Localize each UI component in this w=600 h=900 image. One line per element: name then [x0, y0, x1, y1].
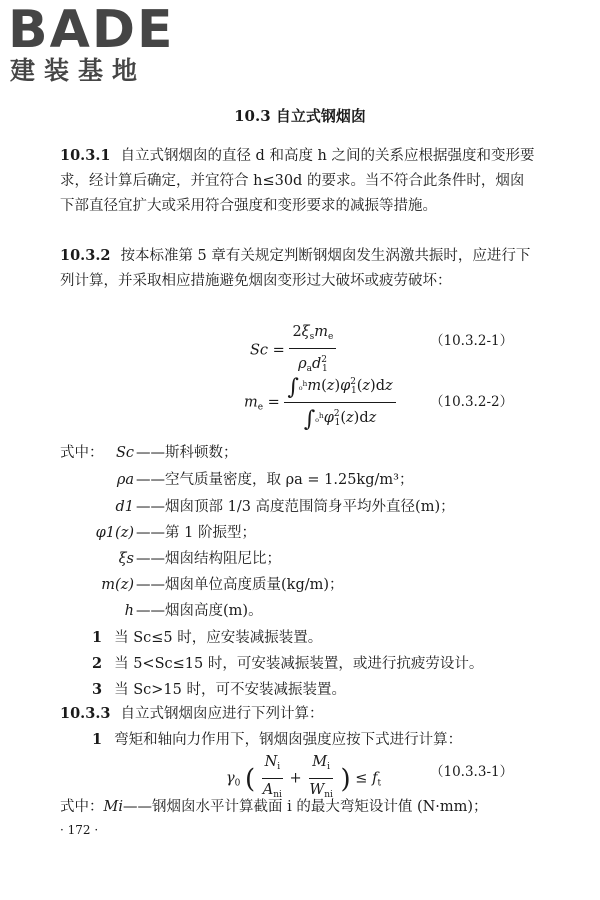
where-block-2 — [60, 797, 488, 817]
where-lead: 式中： — [60, 799, 104, 815]
clause-number: 10.3.1 — [60, 147, 111, 164]
symbol-sc: Sc — [115, 445, 134, 461]
equation-number-1: （10.3.2-1） — [430, 333, 514, 349]
clause-text: 自立式钢烟囱应进行下列计算： — [120, 706, 324, 722]
symbol-mi: Mi — [103, 799, 123, 815]
desc-sc: ——斯科顿数； — [136, 445, 238, 461]
condition-item: 1 当 Sc≤5 时，应安装减振装置。 — [92, 629, 323, 646]
desc-d1: ——烟囱顶部 1/3 高度范围筒身平均外直径(m)； — [136, 499, 455, 515]
equation-number-3: （10.3.3-1） — [430, 764, 514, 780]
equation-strength: $\gamma_0$ ( $\frac{N_i}{A_{ni}}$ + $\frac{M_i}{W_{ni}}$ ) ≤ $f_t$ — [226, 754, 382, 800]
clause-10-3-3 — [60, 701, 538, 727]
clause-text: 自立式钢烟囱的直径 d 和高度 h 之间的关系应根据强度和变形要求，经计算后确定，并宜符合 h≤30d 的要求。当不符合此条件时，烟囱下部直径宜扩大或采用符合强度和变形要求的减振等措施。 — [60, 148, 535, 214]
desc-xi-s: ——烟囱结构阻尼比； — [136, 551, 281, 567]
symbol-xi-s: ξs — [118, 551, 134, 567]
logo-mark: BADE — [8, 0, 175, 60]
desc-phi1: ——第 1 阶振型； — [136, 525, 256, 541]
condition-item: 3 当 Sc>15 时，可不安装减振装置。 — [92, 681, 346, 698]
equation-number-2: （10.3.2-2） — [430, 394, 514, 410]
logo-subtitle: 建装基地 — [10, 56, 147, 85]
desc-rho-a: ——空气质量密度，取 ρa = 1.25kg/m³； — [136, 472, 414, 488]
clause-number: 10.3.2 — [60, 247, 111, 264]
clause-text: 按本标准第 5 章有关规定判断钢烟囱发生涡激共振时，应进行下列计算，并采取相应措施避免烟囱变形过大破坏或疲劳破坏： — [60, 248, 531, 289]
condition-item: 2 当 5<Sc≤15 时，可安装减振装置，或进行抗疲劳设计。 — [92, 655, 484, 672]
equation-equivalent-mass: $m_e$ = $\frac{\int_0^hm(z)\varphi^2_1(z)dz}{\int_0^h\varphi^2_1(z)dz}$ — [244, 372, 396, 433]
where-block — [60, 443, 104, 463]
symbol-phi1: φ1(z) — [95, 525, 134, 541]
desc-mi: ——钢烟囱水平计算截面 i 的最大弯矩设计值 (N·mm)； — [122, 799, 488, 815]
page-number: · 172 · — [60, 823, 99, 837]
where-lead: 式中： — [60, 445, 104, 461]
logo — [8, 0, 175, 86]
equation-scruton: Sc = $\frac{2\xi_sm_e}{\rho_ad^2_1}$ — [250, 322, 336, 379]
symbol-h: h — [124, 603, 134, 619]
clause-10-3-2 — [60, 243, 538, 294]
symbol-d1: d1 — [115, 499, 134, 515]
clause-number: 10.3.3 — [60, 705, 111, 722]
symbol-rho-a: ρa — [116, 472, 134, 488]
clause-10-3-3-item: 1 弯矩和轴向力作用下，钢烟囱强度应按下式进行计算： — [92, 731, 463, 748]
symbol-mz: m(z) — [101, 577, 134, 593]
clause-10-3-1 — [60, 143, 538, 219]
desc-mz: ——烟囱单位高度质量(kg/m)； — [136, 577, 344, 593]
desc-h: ——烟囱高度(m)。 — [136, 603, 263, 619]
section-title: 10.3 自立式钢烟囱 — [234, 107, 366, 125]
